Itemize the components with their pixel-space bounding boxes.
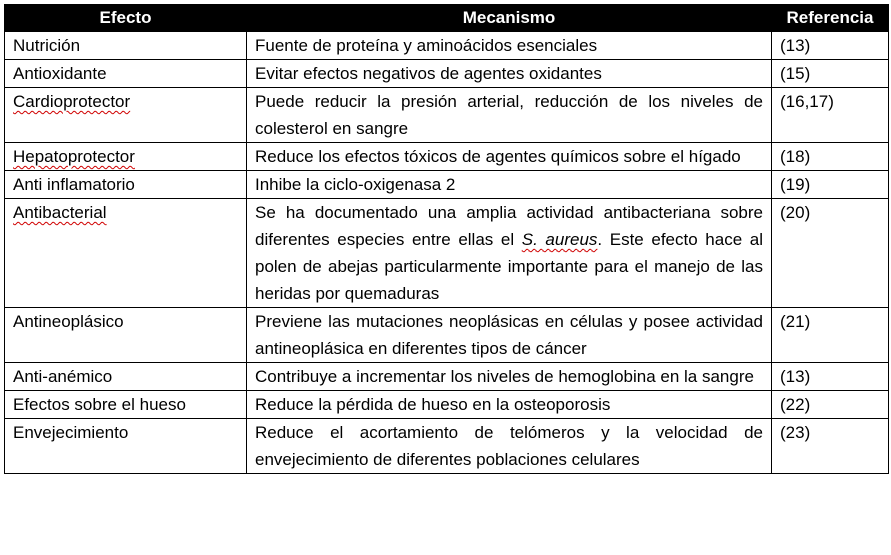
effect-cell: Antioxidante: [5, 60, 247, 88]
spellcheck-underlined-word: Cardioprotector: [13, 92, 131, 111]
header-mechanism: Mecanismo: [247, 5, 772, 32]
mechanism-cell: Reduce los efectos tóxicos de agentes químicos sobre el hígado: [247, 143, 772, 171]
effect-cell: Envejecimiento: [5, 419, 247, 474]
effect-cell: Anti-anémico: [5, 363, 247, 391]
reference-cell: (13): [772, 363, 889, 391]
table-row: [5, 143, 889, 171]
table-row: [5, 391, 889, 419]
effects-table: [4, 4, 889, 474]
effect-cell: Anti inflamatorio: [5, 171, 247, 199]
mechanism-cell: Reduce el acortamiento de telómeros y la velocidad de envejecimiento de diferentes poblaciones celulares: [247, 419, 772, 474]
table-row: [5, 32, 889, 60]
spellcheck-underlined-word: Hepatoprotector: [13, 147, 135, 166]
mechanism-cell: Se ha documentado una amplia actividad antibacteriana sobre diferentes especies entre ellas el S. aureus. Este efecto hace al polen de abejas particularmente importante para el manejo de las heridas por quemaduras: [247, 199, 772, 308]
header-row: [5, 5, 889, 32]
reference-cell: (19): [772, 171, 889, 199]
effect-cell: Nutrición: [5, 32, 247, 60]
spellcheck-underlined-word: Antibacterial: [13, 203, 107, 222]
table-row: [5, 60, 889, 88]
mechanism-cell: Contribuye a incrementar los niveles de hemoglobina en la sangre: [247, 363, 772, 391]
species-name: S. aureus: [521, 230, 598, 249]
mechanism-cell: Inhibe la ciclo-oxigenasa 2: [247, 171, 772, 199]
table-row: [5, 308, 889, 363]
reference-cell: (18): [772, 143, 889, 171]
reference-cell: (15): [772, 60, 889, 88]
effect-cell: Efectos sobre el hueso: [5, 391, 247, 419]
reference-cell: (21): [772, 308, 889, 363]
effect-cell: [5, 88, 247, 143]
header-reference: Referencia: [772, 5, 889, 32]
mechanism-cell: Fuente de proteína y aminoácidos esenciales: [247, 32, 772, 60]
mechanism-cell: Previene las mutaciones neoplásicas en células y posee actividad antineoplásica en diferentes tipos de cáncer: [247, 308, 772, 363]
mechanism-cell: Puede reducir la presión arterial, reducción de los niveles de colesterol en sangre: [247, 88, 772, 143]
table-row: [5, 88, 889, 143]
reference-cell: (23): [772, 419, 889, 474]
table-row: [5, 171, 889, 199]
mechanism-cell: Reduce la pérdida de hueso en la osteoporosis: [247, 391, 772, 419]
header-effect: Efecto: [5, 5, 247, 32]
reference-cell: (16,17): [772, 88, 889, 143]
mechanism-cell: Evitar efectos negativos de agentes oxidantes: [247, 60, 772, 88]
table-row: [5, 363, 889, 391]
reference-cell: (22): [772, 391, 889, 419]
effect-cell: [5, 143, 247, 171]
effect-cell: [5, 199, 247, 308]
effect-cell: Antineoplásico: [5, 308, 247, 363]
reference-cell: (13): [772, 32, 889, 60]
table-row: [5, 419, 889, 474]
reference-cell: (20): [772, 199, 889, 308]
table-row: [5, 199, 889, 308]
